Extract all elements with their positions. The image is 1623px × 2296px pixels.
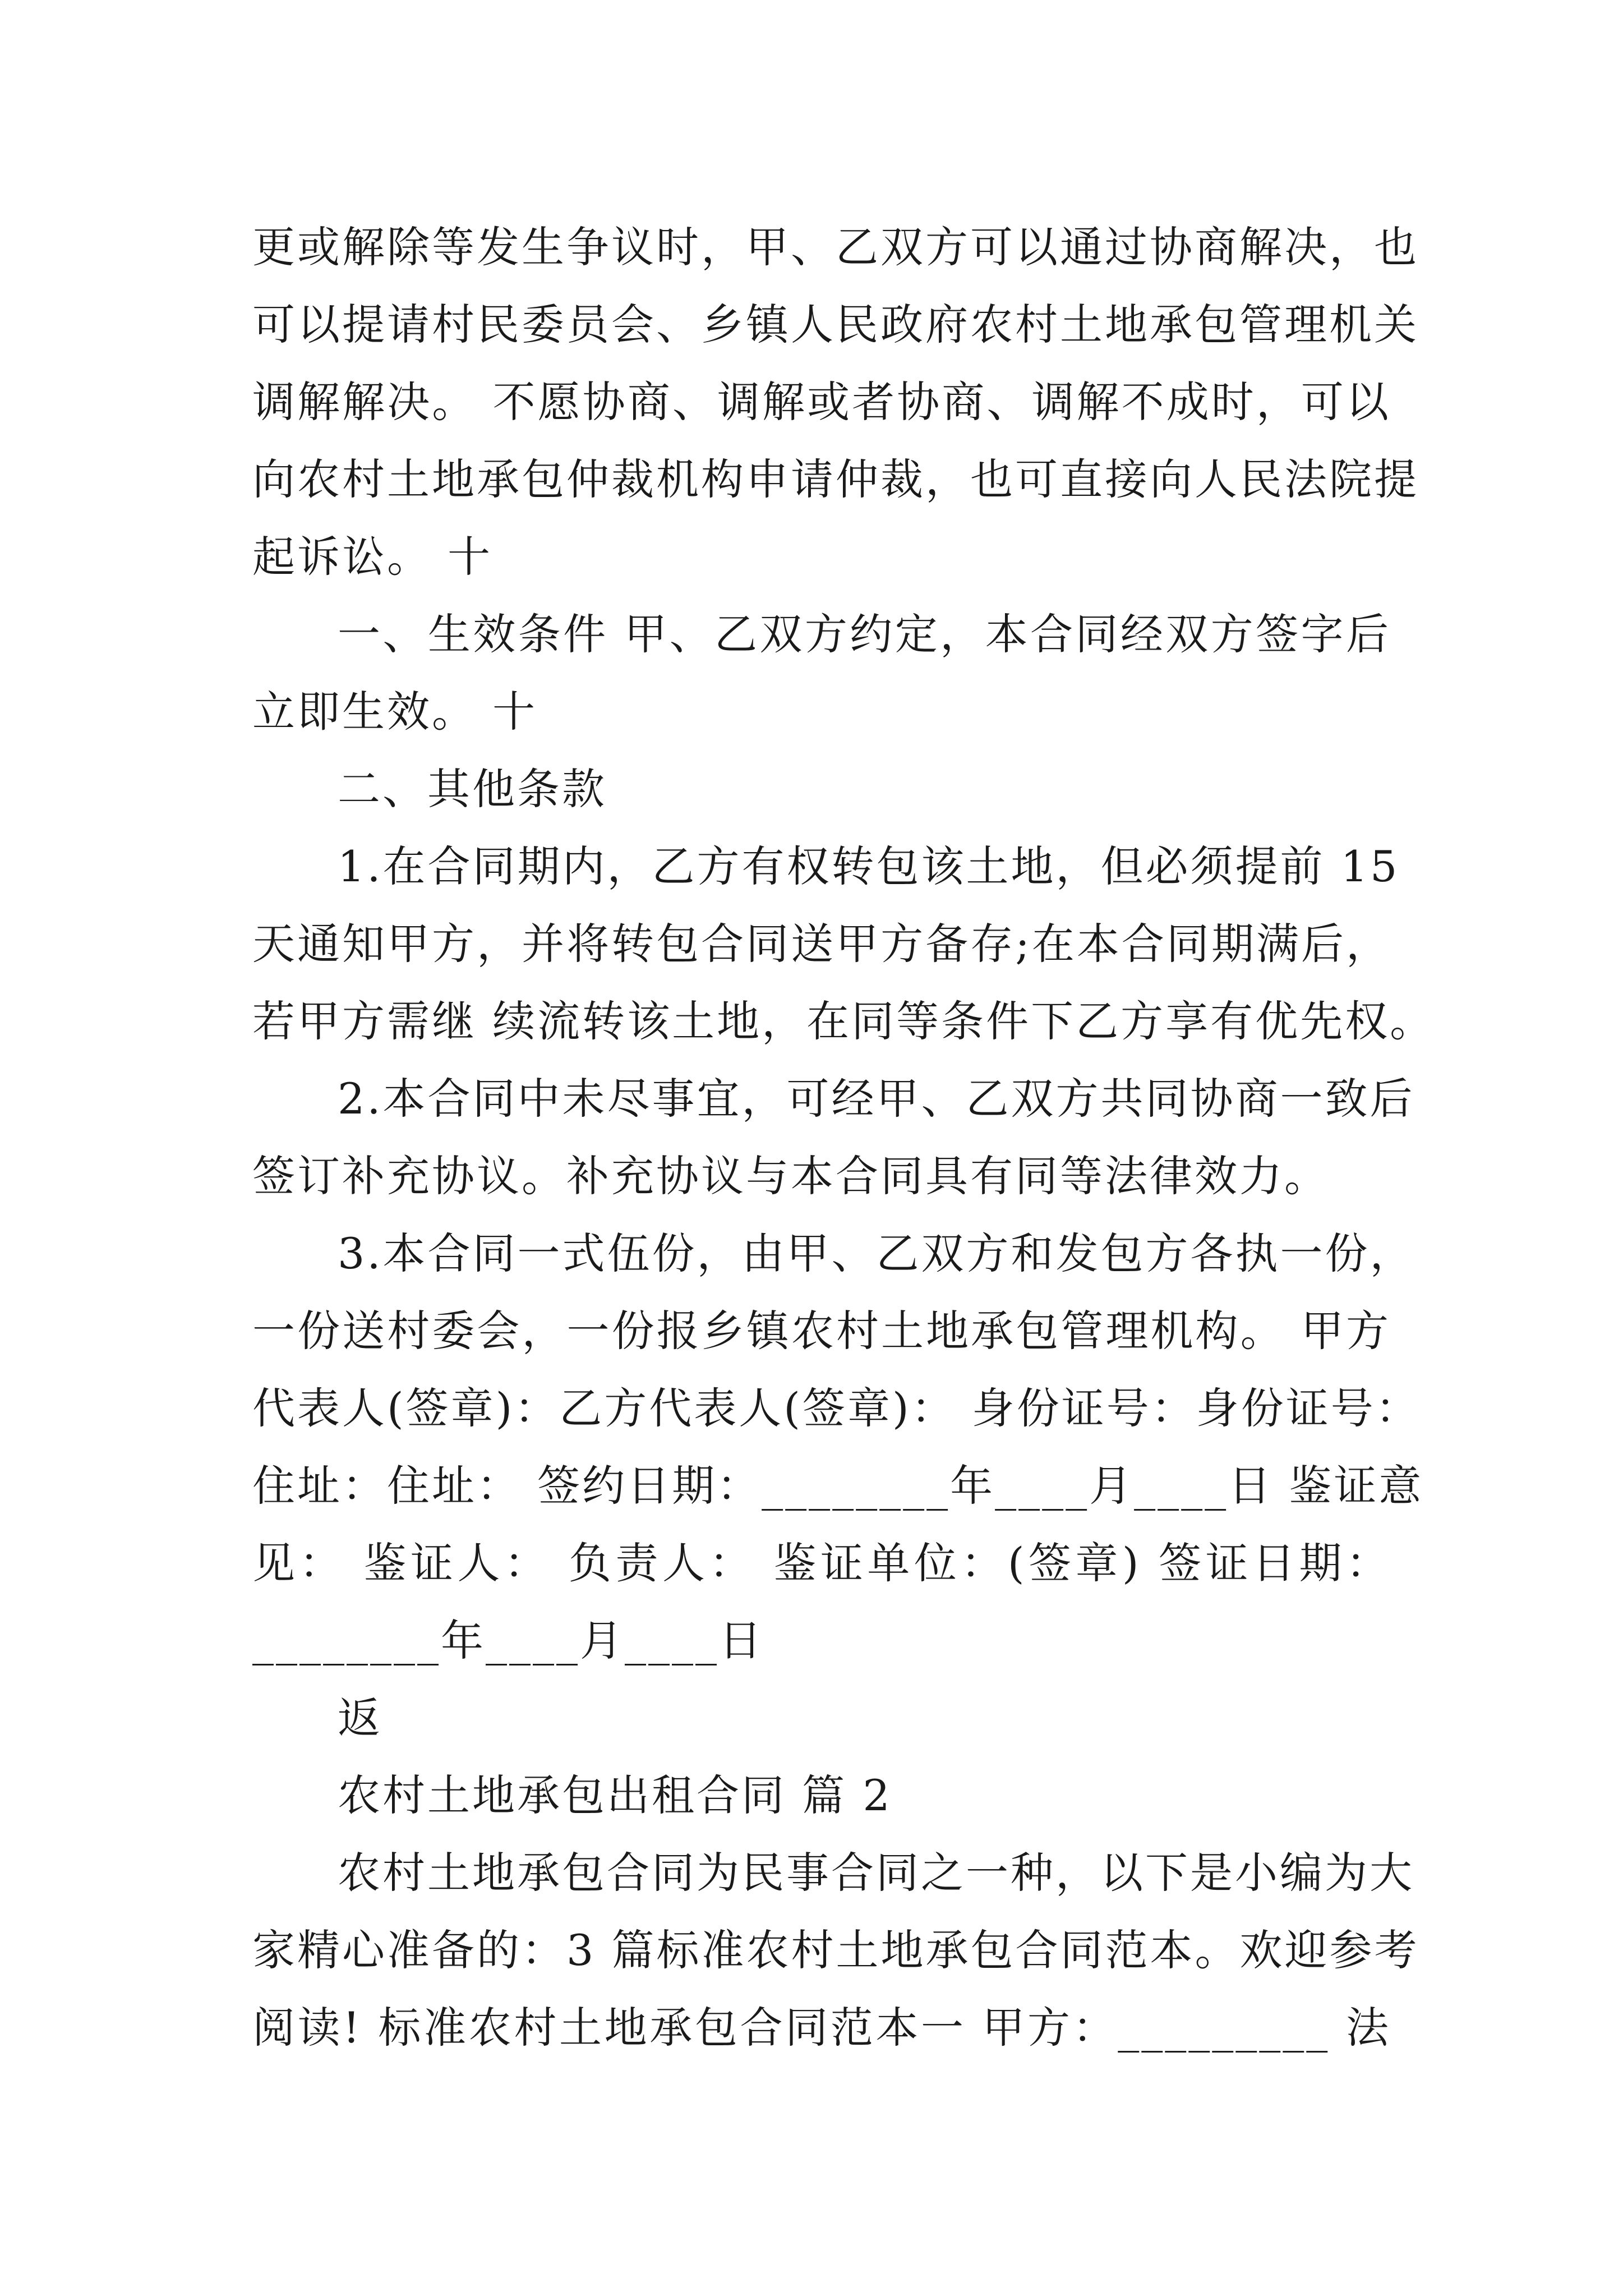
text-line: 更或解除等发生争议时，甲、乙双方可以通过协商解决，也 — [252, 222, 1419, 272]
text-line: 一份送村委会，一份报乡镇农村土地承包管理机构。 甲方 — [252, 1306, 1391, 1356]
text-line: 立即生效。 十 — [252, 687, 538, 737]
text-line: 向农村土地承包仲裁机构申请仲裁，也可直接向人民法院提 — [252, 454, 1419, 504]
document-body — [252, 209, 1435, 2067]
text-line: 住址：住址： 签约日期：________年____月____日 鉴证意 — [252, 1461, 1424, 1511]
text-line: 若甲方需继 续流转该土地，在同等条件下乙方享有优先权。 — [252, 996, 1435, 1046]
text-line: ________年____月____日 — [252, 1616, 764, 1665]
text-line: 代表人(签章)：乙方代表人(签章)： 身份证号：身份证号： — [252, 1383, 1421, 1433]
text-line: 家精心准备的：3 篇标准农村土地承包合同范本。欢迎参考 — [252, 1925, 1419, 1975]
text-line: 3.本合同一式伍份，由甲、乙双方和发包方各执一份， — [338, 1228, 1415, 1278]
text-line: 2.本合同中未尽事宜，可经甲、乙双方共同协商一致后 — [338, 1074, 1415, 1124]
text-line: 可以提请村民委员会、乡镇人民政府农村土地承包管理机关 — [252, 300, 1419, 349]
text-line: 1.在合同期内，乙方有权转包该土地，但必须提前 15 — [338, 841, 1400, 891]
document-title: 农村土地承包出租合同 篇 2 — [338, 1770, 892, 1820]
text-line: 见： 鉴证人： 负责人： 鉴证单位：(签章) 签证日期： — [252, 1538, 1391, 1588]
text-line: 返 — [338, 1693, 382, 1743]
text-line: 一、生效条件 甲、乙双方约定，本合同经双方签字后 — [338, 609, 1391, 659]
text-line: 签订补充协议。补充协议与本合同具有同等法律效力。 — [252, 1151, 1329, 1201]
text-line: 阅读! 标准农村土地承包合同范本一 甲方：_________ 法 — [252, 2003, 1391, 2053]
text-line: 农村土地承包合同为民事合同之一种，以下是小编为大 — [338, 1848, 1414, 1898]
section-heading: 二、其他条款 — [338, 764, 607, 814]
text-line: 起诉讼。 十 — [252, 532, 493, 582]
text-line: 天通知甲方，并将转包合同送甲方备存;在本合同期满后， — [252, 919, 1391, 969]
text-line: 调解解决。 不愿协商、调解或者协商、调解不成时，可以 — [252, 377, 1391, 427]
